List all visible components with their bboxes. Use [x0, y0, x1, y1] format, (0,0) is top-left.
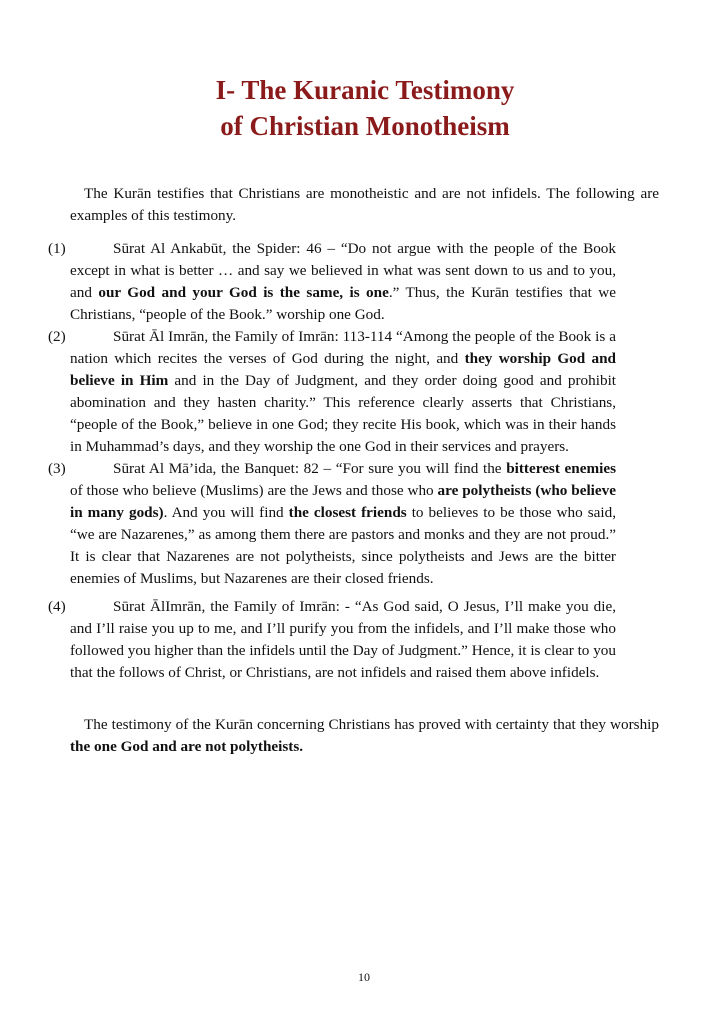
- item-text: .” Thus, the Kurān testifies that we Christians, “people of the Book.” worship one God.: [70, 284, 616, 323]
- intro-paragraph: The Kurān testifies that Christians are monotheistic and are not infidels. The following are examples of this testimony.: [70, 185, 659, 224]
- item-emphasis: they worship God and believe in Him: [70, 350, 616, 389]
- item-text: Sūrat Al Ankabūt, the Spider: 46 – “Do not argue with the people of the Book except in what is better … and say we believed in what was sent down to us and to you, and: [70, 240, 616, 301]
- list-item-4: [48, 596, 616, 684]
- item-emphasis: our God and your God is the same, is one: [98, 284, 389, 301]
- item-emphasis: the closest friends: [288, 504, 407, 521]
- conclusion-text: The testimony of the Kurān concerning Christians has proved with certainty that they worship: [84, 716, 659, 733]
- item-text: Sūrat Āl Imrān, the Family of Imrān: 113-114 “Among the people of the Book is a nation which recites the verses of God during the night, and: [70, 328, 616, 367]
- list-item-1: [48, 238, 616, 326]
- list-item-2: [48, 326, 617, 458]
- item-number: (2): [48, 328, 66, 345]
- item-number: (3): [48, 460, 66, 477]
- page-number: 10: [358, 970, 370, 984]
- conclusion-paragraph: [70, 714, 659, 758]
- item-number: (1): [48, 240, 66, 257]
- item-number: (4): [48, 598, 66, 615]
- item-emphasis: bitterest enemies: [506, 460, 616, 477]
- page-title-line-1: I- The Kuranic Testimony: [215, 75, 515, 105]
- item-text: of those who believe (Muslims) are the Jews and those who: [70, 482, 438, 499]
- page-title-line-2: of Christian Monotheism: [220, 111, 510, 141]
- item-text: to believes to be those who said, “we are Nazarenes,” as among them there are pastors and monks and they are not proud.” It is clear that Nazarenes are not polytheists, since polytheists and Jews are the bitter enemies of Muslims, but Nazarenes are their closed friends.: [70, 504, 616, 587]
- list-item-3: [48, 458, 616, 590]
- item-text: and in the Day of Judgment, and they order doing good and prohibit abomination and they hasten charity.” This reference clearly asserts that Christians, “people of the Book,” believe in one God; they recite His book, which was in their hands in Muhammad’s days, and they worship the one God in their services and prayers.: [70, 372, 617, 455]
- conclusion-emphasis: the one God and are not polytheists.: [70, 738, 304, 755]
- item-emphasis: are polytheists (who believe in many gods): [70, 482, 616, 521]
- item-text: . And you will find: [163, 504, 289, 521]
- item-text: Sūrat ĀlImrān, the Family of Imrān: - “As God said, O Jesus, I’ll make you die, and I’ll raise you up to me, and I’ll purify you from the infidels, and I’ll make those who followed you higher than the infidels until the Day of Judgment.” Hence, it is clear to you that the follows of Christ, or Christians, are not infidels and raised them above infidels.: [70, 598, 616, 681]
- item-text: Sūrat Al Mā’ida, the Banquet: 82 – “For sure you will find the: [113, 460, 507, 477]
